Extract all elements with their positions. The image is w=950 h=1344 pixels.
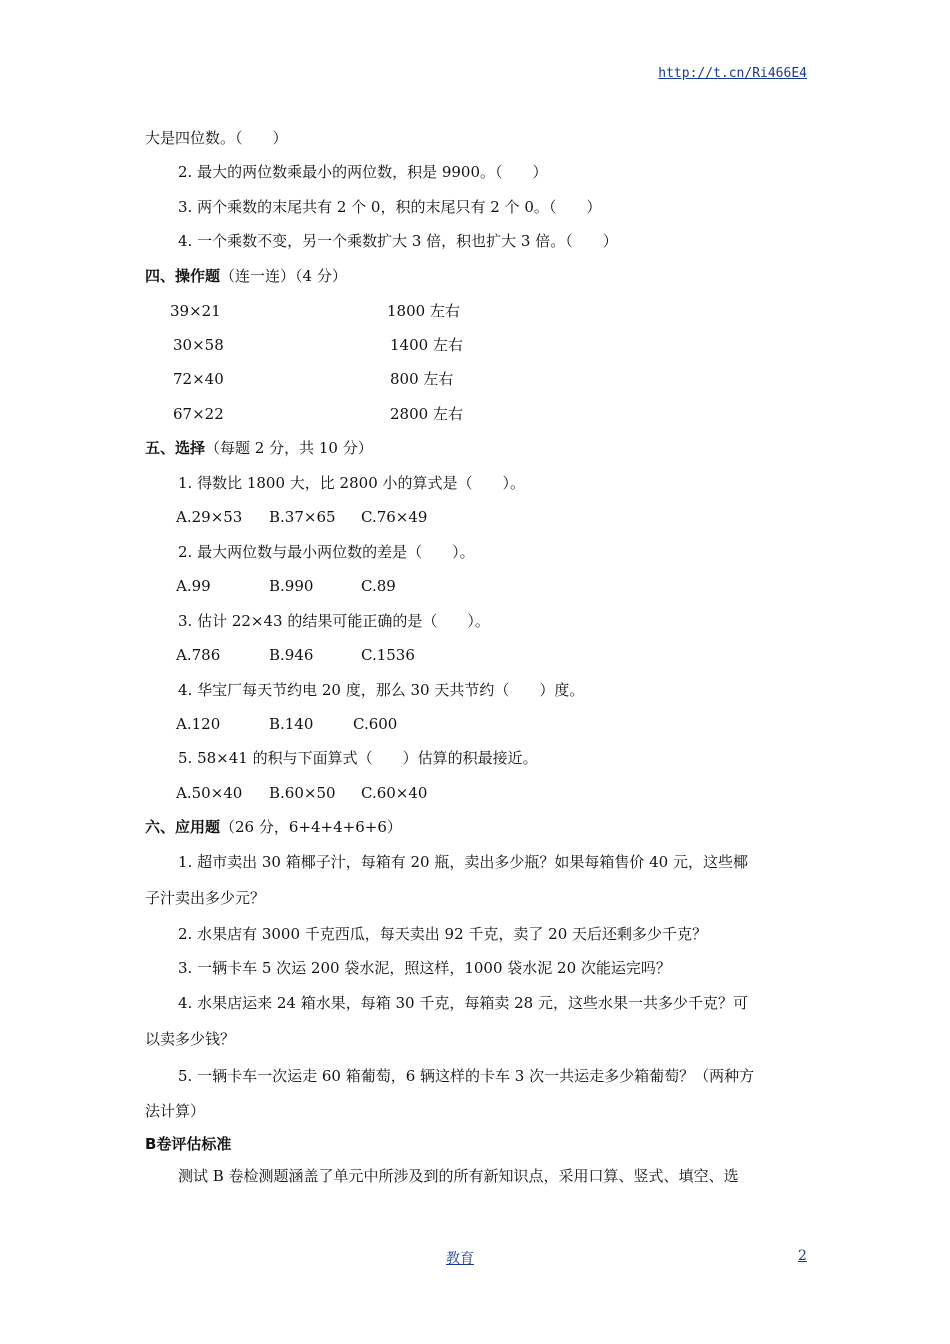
- judge-item-1-tail: 大是四位数。（ ）: [145, 129, 288, 147]
- option-a: A.120: [176, 715, 221, 733]
- option-c: C.60×40: [361, 784, 428, 802]
- judge-item-2: 2. 最大的两位数乘最小的两位数，积是 9900。（ ）: [178, 163, 548, 181]
- word-problem-1: 1. 超市卖出 30 箱椰子汁，每箱有 20 瓶，卖出多少瓶？如果每箱售价 40 元，这些椰: [178, 853, 748, 871]
- choice-options-2: [176, 576, 396, 596]
- option-a: A.99: [176, 577, 211, 595]
- match-right-3: 800 左右: [390, 370, 454, 388]
- word-problem-3: 3. 一辆卡车 5 次运 200 袋水泥，照这样，1000 袋水泥 20 次能运完吗？: [178, 959, 671, 977]
- option-b: B.60×50: [269, 784, 336, 802]
- match-right-2: 1400 左右: [390, 336, 463, 354]
- section6-title: 六、应用题: [145, 818, 221, 836]
- section4-note: （连一连）（4 分）: [220, 267, 347, 285]
- option-a: A.50×40: [176, 784, 243, 802]
- match-left-3: 72×40: [173, 370, 224, 388]
- option-a: A.786: [176, 646, 221, 664]
- choice-question-2: 2. 最大两位数与最小两位数的差是（ ）。: [178, 543, 475, 561]
- section4-heading: [145, 266, 347, 286]
- match-left-1: 39×21: [170, 302, 221, 320]
- section6-note: （26 分，6+4+4+6+6）: [220, 818, 402, 836]
- header-url-link[interactable]: http://t.cn/Ri466E4: [658, 66, 807, 81]
- option-b: B.37×65: [269, 508, 336, 526]
- match-left-4: 67×22: [173, 405, 224, 423]
- footer-link[interactable]: 教育: [446, 1251, 474, 1267]
- choice-options-5: [176, 783, 427, 803]
- section5-heading: [145, 438, 373, 458]
- match-right-4: 2800 左右: [390, 405, 463, 423]
- evaluation-text: 测试 B 卷检测题涵盖了单元中所涉及到的所有新知识点，采用口算、竖式、填空、选: [178, 1167, 739, 1185]
- evaluation-title: B卷评估标准: [145, 1135, 232, 1153]
- word-problem-1-cont: 子汁卖出多少元？: [145, 889, 266, 907]
- option-c: C.76×49: [361, 508, 428, 526]
- option-c: C.89: [361, 577, 396, 595]
- option-c: C.600: [353, 715, 398, 733]
- word-problem-2: 2. 水果店有 3000 千克西瓜，每天卖出 92 千克，卖了 20 天后还剩多少千克？: [178, 925, 708, 943]
- judge-item-4: 4. 一个乘数不变，另一个乘数扩大 3 倍，积也扩大 3 倍。（ ）: [178, 232, 618, 250]
- option-b: B.140: [269, 715, 314, 733]
- option-b: B.990: [269, 577, 314, 595]
- option-b: B.946: [269, 646, 314, 664]
- judge-item-3: 3. 两个乘数的末尾共有 2 个 0，积的末尾只有 2 个 0。（ ）: [178, 198, 602, 216]
- choice-options-3: [176, 645, 415, 665]
- choice-options-4: [176, 714, 397, 734]
- match-right-1: 1800 左右: [387, 302, 460, 320]
- word-problem-4-cont: 以卖多少钱？: [145, 1030, 236, 1048]
- option-c: C.1536: [361, 646, 415, 664]
- choice-question-3: 3. 估计 22×43 的结果可能正确的是（ ）。: [178, 612, 490, 630]
- choice-question-5: 5. 58×41 的积与下面算式（ ）估算的积最接近。: [178, 749, 538, 767]
- section5-note: （每题 2 分，共 10 分）: [205, 439, 373, 457]
- option-a: A.29×53: [176, 508, 243, 526]
- section4-title: 四、操作题: [145, 267, 221, 285]
- word-problem-5-cont: 法计算）: [145, 1102, 206, 1120]
- choice-question-1: 1. 得数比 1800 大，比 2800 小的算式是（ ）。: [178, 474, 526, 492]
- page-number: 2: [798, 1248, 807, 1264]
- section6-heading: [145, 817, 402, 837]
- choice-question-4: 4. 华宝厂每天节约电 20 度，那么 30 天共节约（ ）度。: [178, 681, 585, 699]
- section5-title: 五、选择: [145, 439, 206, 457]
- word-problem-5: 5. 一辆卡车一次运走 60 箱葡萄，6 辆这样的卡车 3 次一共运走多少箱葡萄？（两种方: [178, 1067, 755, 1085]
- word-problem-4: 4. 水果店运来 24 箱水果，每箱 30 千克，每箱卖 28 元，这些水果一共多少千克？可: [178, 994, 748, 1012]
- choice-options-1: [176, 507, 427, 527]
- match-left-2: 30×58: [173, 336, 224, 354]
